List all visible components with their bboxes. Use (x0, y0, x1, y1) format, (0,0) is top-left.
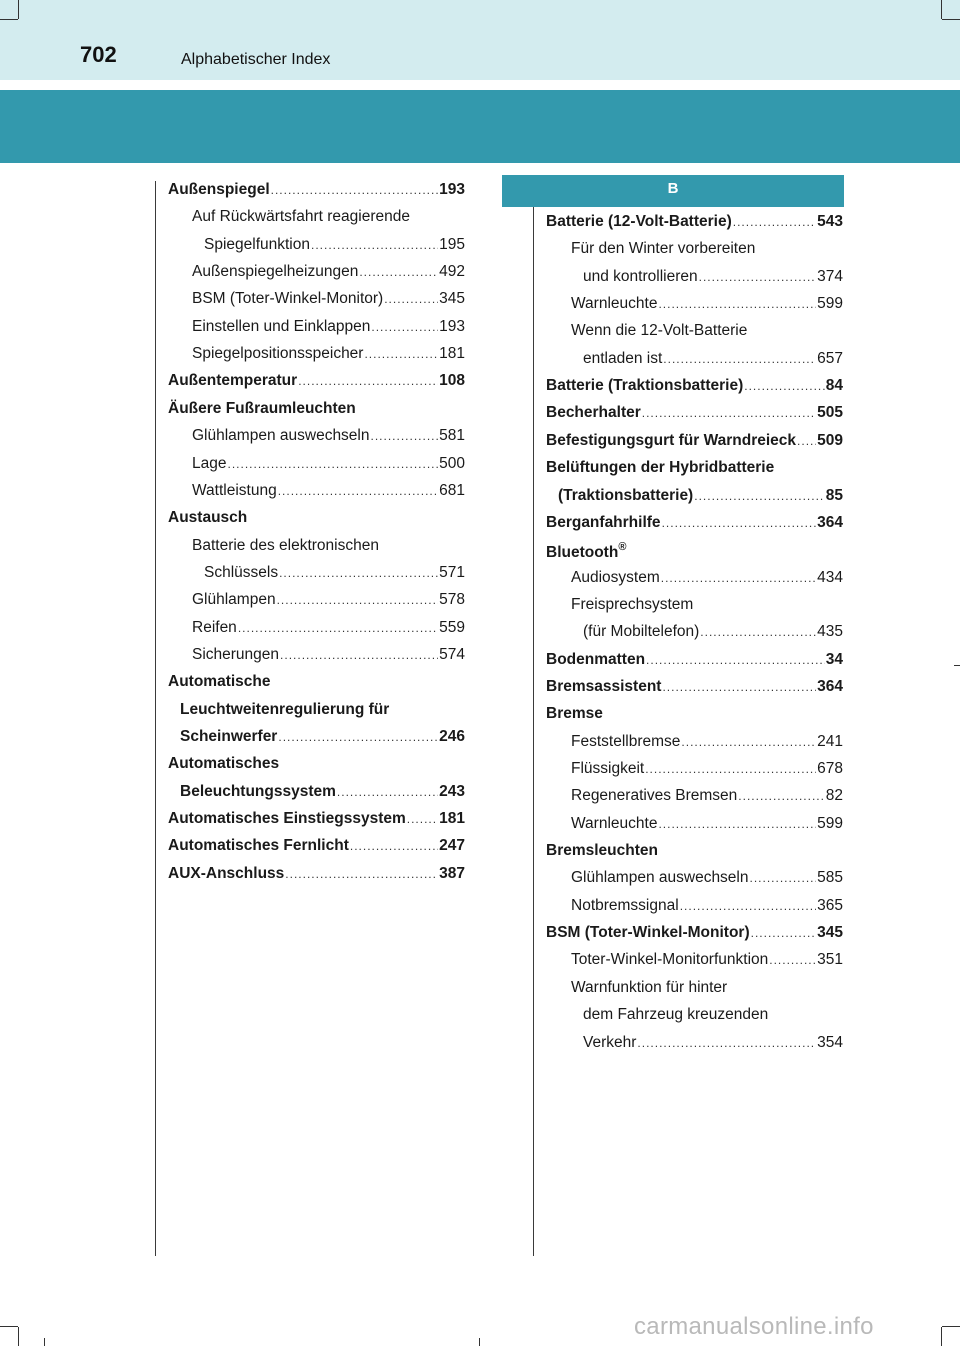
index-entry (583, 623, 843, 647)
index-term: Außenspiegel (168, 181, 270, 198)
dot-leader (371, 320, 438, 334)
index-entry (192, 318, 465, 342)
index-entry (546, 678, 843, 702)
dot-leader (298, 374, 438, 388)
index-entry (168, 865, 465, 889)
index-entry (546, 213, 843, 237)
page-reference: 599 (817, 295, 843, 313)
index-term: Austausch (168, 509, 248, 527)
index-entry (546, 459, 774, 483)
index-term: dem Fahrzeug kreuzenden (583, 1006, 769, 1024)
crop-mark (44, 1338, 45, 1346)
dot-leader (278, 484, 438, 498)
dot-leader (797, 434, 816, 448)
index-term: Spiegelpositionsspeicher (192, 345, 364, 363)
page-reference: 82 (825, 787, 843, 805)
index-term: Becherhalter (546, 404, 641, 422)
crop-mark (942, 1326, 960, 1327)
index-entry (168, 509, 247, 533)
dot-leader (337, 785, 438, 799)
index-entry (168, 837, 465, 861)
page-reference: 108 (439, 372, 465, 390)
index-entry (546, 514, 843, 538)
index-entry (192, 345, 465, 369)
chapter-band (0, 90, 960, 163)
right-column-rule (533, 207, 534, 1256)
dot-leader (646, 653, 825, 667)
dot-leader (227, 457, 438, 471)
index-entry (583, 1034, 843, 1058)
dot-leader (751, 926, 816, 940)
index-term: Reifen (192, 618, 237, 636)
page-reference: 34 (825, 650, 843, 668)
index-entry (571, 869, 843, 893)
dot-leader (271, 183, 438, 197)
index-entry (192, 290, 465, 314)
index-entry (168, 755, 279, 779)
index-entry (546, 432, 843, 456)
crop-mark (941, 1327, 942, 1346)
index-term: Leuchtweitenregulierung für (180, 700, 390, 718)
index-term: Bodenmatten (546, 650, 646, 668)
dot-leader (311, 238, 438, 252)
dot-leader (359, 265, 438, 279)
page-reference: 578 (439, 591, 465, 609)
crop-mark (954, 665, 960, 666)
dot-leader (681, 735, 816, 749)
index-entry (571, 897, 843, 921)
index-entry (571, 979, 727, 1003)
dot-leader (238, 621, 438, 635)
index-entry (168, 372, 465, 396)
index-entry (168, 400, 356, 424)
page-reference: 657 (817, 349, 843, 367)
index-term: Automatisches Einstiegssystem (168, 810, 406, 828)
left-column-rule (155, 181, 156, 1256)
page-reference: 581 (439, 427, 465, 445)
page-reference: 247 (439, 837, 465, 855)
dot-leader (658, 817, 816, 831)
page-reference: 585 (817, 869, 843, 887)
index-entry (571, 569, 843, 593)
index-entry (192, 646, 465, 670)
index-entry (546, 651, 843, 675)
crop-mark (18, 0, 19, 19)
index-entry (571, 322, 747, 346)
index-term: Spiegelfunktion (204, 235, 310, 253)
index-term: Feststellbremse (571, 732, 681, 750)
index-term: Notbremssignal (571, 896, 679, 914)
dot-leader (662, 680, 816, 694)
crop-mark (479, 1338, 480, 1346)
index-term: Glühlampen auswechseln (571, 869, 749, 887)
index-term: BSM (Toter-Winkel-Monitor) (546, 924, 750, 942)
index-term: Beleuchtungssystem (180, 782, 336, 800)
index-term: (für Mobiltelefon) (583, 623, 700, 641)
dot-leader (662, 516, 817, 530)
dot-leader (277, 593, 439, 607)
page-reference: 345 (439, 290, 465, 308)
page-reference: 559 (439, 618, 465, 636)
index-term: AUX-Anschluss (168, 864, 285, 882)
index-term: Befestigungsgurt für Warndreieck (546, 431, 797, 449)
index-entry (571, 815, 843, 839)
index-entry (168, 810, 465, 834)
index-term: Toter-Winkel-Monitorfunktion (571, 951, 769, 969)
index-entry (180, 701, 389, 725)
index-term: Glühlampen auswechseln (192, 427, 370, 445)
dot-leader (645, 762, 816, 776)
dot-leader (680, 899, 816, 913)
index-term: Automatische (168, 673, 271, 691)
dot-leader (364, 347, 438, 361)
index-entry (192, 591, 465, 615)
index-term: Schlüssels (204, 563, 279, 581)
dot-leader (750, 871, 817, 885)
index-entry (571, 787, 843, 811)
index-term: Auf Rückwärtsfahrt reagierende (192, 208, 410, 226)
index-entry (204, 236, 465, 260)
index-term: Glühlampen (192, 591, 276, 609)
page-reference: 181 (439, 810, 465, 828)
dot-leader (278, 730, 438, 744)
index-term: Scheinwerfer (180, 728, 278, 745)
index-term: Berganfahrhilfe (546, 513, 661, 531)
index-entry (558, 487, 843, 511)
page-reference: 374 (817, 267, 843, 285)
dot-leader (637, 1036, 816, 1050)
index-entry (546, 705, 603, 729)
crop-mark (0, 1326, 18, 1327)
index-entry (180, 783, 465, 807)
dot-leader (769, 953, 816, 967)
page-reference: 354 (817, 1033, 843, 1051)
page-reference: 84 (825, 377, 843, 395)
index-term: Einstellen und Einklappen (192, 317, 371, 335)
index-term: Äußere Fußraumleuchten (168, 399, 356, 417)
dot-leader (407, 812, 438, 826)
page-reference: 435 (817, 623, 843, 641)
dot-leader (733, 215, 816, 229)
page-reference: 387 (439, 864, 465, 882)
index-term: Bremsleuchten (546, 842, 658, 860)
index-entry (571, 240, 755, 264)
index-term: (Traktionsbatterie) (558, 486, 694, 504)
index-term: Außentemperatur (168, 372, 298, 390)
index-term: Sicherungen (192, 645, 280, 663)
index-term: Bremsassistent (546, 677, 662, 695)
page-reference: 678 (817, 760, 843, 777)
dot-leader (700, 625, 816, 639)
index-term: Warnleuchte (571, 814, 658, 832)
page-reference: 193 (439, 317, 465, 335)
crop-mark (941, 0, 942, 19)
page-reference: 500 (439, 454, 465, 472)
page-number: 702 (80, 42, 117, 67)
registered-mark: ® (618, 541, 627, 554)
page-reference: 571 (439, 563, 465, 581)
index-entry (192, 619, 465, 643)
index-term: Außenspiegelheizungen (192, 263, 359, 281)
page-reference: 681 (439, 481, 465, 499)
index-term: Für den Winter vorbereiten (571, 240, 756, 258)
page-reference: 364 (817, 677, 843, 695)
index-entry (192, 263, 465, 287)
page-reference: 243 (439, 782, 465, 800)
crop-mark (18, 1327, 19, 1346)
page-reference: 492 (439, 263, 465, 281)
index-entry (583, 268, 843, 292)
page-reference: 574 (439, 645, 465, 663)
page-reference: 181 (439, 345, 465, 363)
watermark: carmanualsonline.info (634, 1313, 874, 1340)
index-entry (583, 350, 843, 374)
page-reference: 434 (817, 568, 843, 586)
page-reference: 543 (817, 213, 843, 230)
index-entry (571, 295, 843, 319)
dot-leader (642, 406, 816, 420)
page-reference: 85 (825, 486, 843, 504)
index-term: Automatisches (168, 755, 280, 773)
dot-leader (280, 648, 438, 662)
dot-leader (694, 489, 825, 503)
page-reference: 195 (439, 235, 465, 253)
section-letter-header: B (502, 175, 844, 207)
dot-leader (663, 352, 816, 366)
page-title: Alphabetischer Index (181, 51, 331, 68)
dot-leader (738, 789, 824, 803)
index-term: BSM (Toter-Winkel-Monitor) (192, 290, 384, 308)
dot-leader (744, 379, 825, 393)
index-term: Bluetooth® (546, 541, 627, 562)
index-entry (546, 924, 843, 948)
index-entry (192, 455, 465, 479)
index-entry (546, 404, 843, 428)
page-reference: 505 (817, 404, 843, 422)
index-entry (168, 673, 271, 697)
index-term: Audiosystem (571, 568, 660, 586)
index-term: Flüssigkeit (571, 760, 645, 777)
page-reference: 509 (817, 431, 843, 449)
index-term: Warnfunktion für hinter (571, 978, 728, 996)
index-entry (192, 482, 465, 506)
index-term: Batterie des elektronischen (192, 536, 379, 554)
page-reference: 599 (817, 814, 843, 832)
dot-leader (371, 429, 439, 443)
page-reference: 365 (817, 896, 843, 914)
dot-leader (279, 566, 438, 580)
index-entry (192, 537, 379, 561)
index-term: Batterie (12-Volt-Batterie) (546, 213, 732, 230)
crop-mark (942, 19, 960, 20)
index-term: Automatisches Fernlicht (168, 837, 349, 855)
index-term: Freisprechsystem (571, 595, 694, 613)
index-term: Batterie (Traktionsbatterie) (546, 377, 744, 395)
index-term: Wenn die 12-Volt-Batterie (571, 322, 748, 340)
index-term: Lage (192, 454, 227, 472)
index-term: entladen ist (583, 349, 663, 367)
crop-mark (0, 19, 18, 20)
dot-leader (285, 867, 438, 881)
index-entry (571, 951, 843, 975)
index-entry (546, 842, 658, 866)
index-entry (546, 541, 626, 565)
index-entry (571, 596, 693, 620)
index-term: Bremse (546, 705, 603, 723)
index-term: Warnleuchte (571, 295, 658, 313)
index-term: Wattleistung (192, 481, 277, 499)
index-entry (583, 1006, 768, 1030)
dot-leader (699, 270, 817, 284)
dot-leader (658, 297, 816, 311)
index-entry (180, 728, 465, 752)
dot-leader (350, 839, 438, 853)
page-reference: 345 (817, 924, 843, 942)
page-reference: 193 (439, 181, 465, 198)
index-entry (192, 208, 410, 232)
index-term: Verkehr (583, 1033, 637, 1051)
header-band (0, 0, 960, 80)
index-term: Regeneratives Bremsen (571, 787, 738, 805)
index-entry (168, 181, 465, 205)
index-term: Belüftungen der Hybridbatterie (546, 459, 775, 477)
index-entry (204, 564, 465, 588)
index-entry (571, 760, 843, 784)
page-reference: 241 (817, 732, 843, 750)
page-reference: 351 (817, 951, 843, 969)
index-entry (192, 427, 465, 451)
dot-leader (384, 292, 438, 306)
index-entry (546, 377, 843, 401)
dot-leader (661, 571, 816, 585)
index-term: und kontrollieren (583, 267, 698, 285)
page-reference: 246 (439, 728, 465, 745)
page-reference: 364 (817, 513, 843, 531)
index-entry (571, 733, 843, 757)
